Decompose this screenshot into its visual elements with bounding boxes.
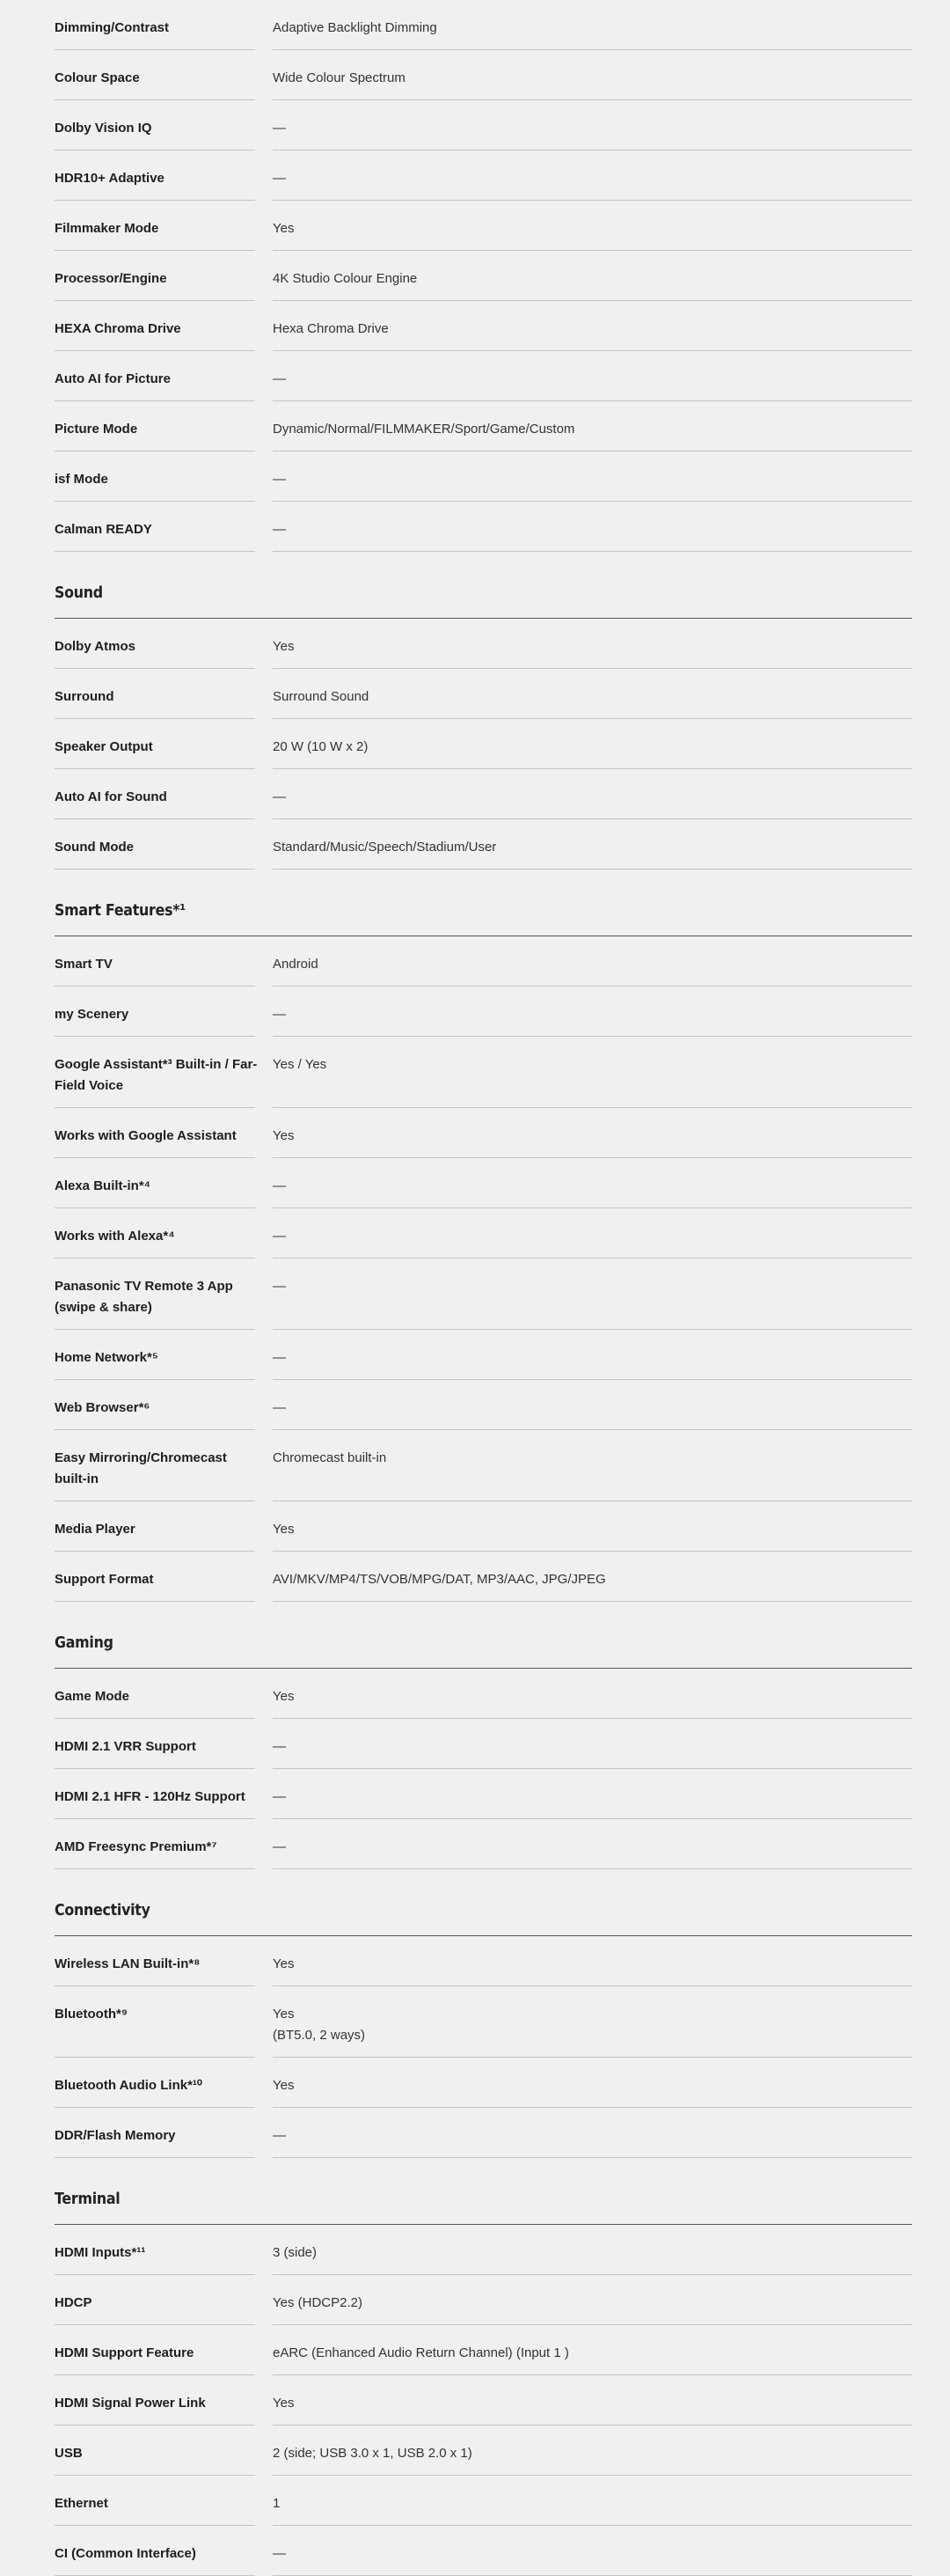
- spec-label: Speaker Output: [55, 739, 153, 754]
- spec-value-line: Yes (HDCP2.2): [273, 2295, 362, 2310]
- spec-value: [273, 936, 912, 987]
- spec-row: [55, 0, 912, 50]
- section-header-sound: [55, 552, 912, 619]
- spec-value: [273, 401, 912, 451]
- spec-value-line: Standard/Music/Speech/Stadium/User: [273, 840, 497, 855]
- spec-label: Google Assistant*³ Built-in / Far-Field Voice: [55, 1057, 258, 1093]
- spec-value: [273, 1037, 912, 1108]
- spec-value: [273, 1380, 912, 1430]
- section-header-connectivity: [55, 1869, 912, 1936]
- spec-value: [273, 1158, 912, 1208]
- spec-row: [55, 1380, 912, 1430]
- spec-label: HDR10+ Adaptive: [55, 171, 164, 186]
- spec-value: [273, 1936, 912, 1986]
- spec-value: [273, 2325, 912, 2375]
- spec-value-line: —: [273, 1279, 286, 1294]
- spec-value: [273, 2225, 912, 2275]
- spec-value: [273, 1986, 912, 2058]
- spec-value: [273, 502, 912, 552]
- spec-value-line: Dynamic/Normal/FILMMAKER/Sport/Game/Custom: [273, 422, 575, 437]
- spec-value: [273, 1719, 912, 1769]
- spec-value-line: Android: [273, 957, 318, 972]
- spec-row: [55, 2426, 912, 2476]
- spec-label: Easy Mirroring/Chromecast built-in: [55, 1450, 227, 1486]
- spec-value-line: —: [273, 371, 286, 386]
- spec-value: [273, 2476, 912, 2526]
- spec-label: Works with Google Assistant: [55, 1128, 237, 1143]
- spec-value: [273, 669, 912, 719]
- spec-row: [55, 1501, 912, 1552]
- spec-label: Web Browser*⁶: [55, 1400, 150, 1415]
- spec-value: [273, 987, 912, 1037]
- spec-value-line: —: [273, 1350, 286, 1365]
- spec-value-line: —: [273, 789, 286, 804]
- spec-value-line: Yes: [273, 2078, 295, 2093]
- spec-value: [273, 251, 912, 301]
- spec-value-line: 20 W (10 W x 2): [273, 739, 369, 754]
- spec-row: [55, 150, 912, 201]
- spec-value: [273, 2058, 912, 2108]
- section-title: Gaming: [55, 1633, 113, 1652]
- spec-value: [273, 2375, 912, 2426]
- spec-value: [273, 2526, 912, 2576]
- spec-value-line: Yes: [273, 2396, 295, 2411]
- spec-row: [55, 1037, 912, 1108]
- spec-value: [273, 1108, 912, 1158]
- spec-row: [55, 987, 912, 1037]
- spec-value: [273, 1769, 912, 1819]
- spec-label: Smart TV: [55, 957, 113, 972]
- spec-label: Filmmaker Mode: [55, 221, 159, 236]
- spec-value-line: eARC (Enhanced Audio Return Channel) (Input 1 ): [273, 2345, 569, 2360]
- spec-value: [273, 201, 912, 251]
- spec-value-line: 2 (side; USB 3.0 x 1, USB 2.0 x 1): [273, 2446, 472, 2461]
- spec-row: [55, 401, 912, 451]
- spec-value: [273, 1669, 912, 1719]
- spec-value: [273, 619, 912, 669]
- spec-label: AMD Freesync Premium*⁷: [55, 1839, 217, 1854]
- spec-label: CI (Common Interface): [55, 2546, 196, 2561]
- spec-row: [55, 502, 912, 552]
- spec-value: [273, 2108, 912, 2158]
- spec-row: [55, 2476, 912, 2526]
- spec-row: [55, 2325, 912, 2375]
- spec-value-line: 1: [273, 2496, 281, 2511]
- section-title: Connectivity: [55, 1901, 150, 1919]
- spec-label: USB: [55, 2446, 83, 2461]
- spec-value: [273, 50, 912, 100]
- spec-label: Ethernet: [55, 2496, 108, 2511]
- spec-value: [273, 1552, 912, 1602]
- spec-value: [273, 1819, 912, 1869]
- spec-label: HDMI Signal Power Link: [55, 2396, 206, 2411]
- spec-value-line: —: [273, 1739, 286, 1754]
- spec-value-line: Yes: [273, 1689, 295, 1704]
- spec-row: [55, 2526, 912, 2576]
- spec-value-line: Yes: [273, 2007, 295, 2022]
- spec-value: [273, 1501, 912, 1552]
- spec-row: [55, 619, 912, 669]
- spec-value-line: —: [273, 171, 286, 186]
- spec-value: [273, 351, 912, 401]
- spec-label: Auto AI for Picture: [55, 371, 171, 386]
- spec-row: [55, 50, 912, 100]
- spec-row: [55, 719, 912, 769]
- spec-label: Dolby Atmos: [55, 639, 135, 654]
- spec-label: Dimming/Contrast: [55, 20, 170, 35]
- spec-row: [55, 936, 912, 987]
- spec-row: [55, 1430, 912, 1501]
- spec-value: [273, 0, 912, 50]
- spec-label: Bluetooth*⁹: [55, 2007, 128, 2022]
- spec-value-line: Chromecast built-in: [273, 1450, 387, 1465]
- spec-row: [55, 1259, 912, 1330]
- spec-row: [55, 251, 912, 301]
- spec-value: [273, 819, 912, 870]
- spec-label: Auto AI for Sound: [55, 789, 167, 804]
- spec-row: [55, 1819, 912, 1869]
- spec-row: [55, 1208, 912, 1259]
- spec-label: HDMI Support Feature: [55, 2345, 194, 2360]
- section-title: Sound: [55, 583, 103, 602]
- spec-value-line: —: [273, 472, 286, 487]
- spec-value-line: Hexa Chroma Drive: [273, 321, 389, 336]
- spec-row: [55, 1158, 912, 1208]
- spec-value: [273, 719, 912, 769]
- section-header-gaming: [55, 1602, 912, 1669]
- spec-row: [55, 819, 912, 870]
- spec-label: isf Mode: [55, 472, 108, 487]
- spec-table: [55, 0, 912, 2576]
- spec-value-line: —: [273, 2546, 286, 2561]
- section-header-smart: [55, 870, 912, 936]
- spec-value: [273, 301, 912, 351]
- spec-label: Support Format: [55, 1572, 154, 1587]
- spec-value-line: Yes: [273, 1956, 295, 1971]
- spec-row: [55, 1936, 912, 1986]
- spec-row: [55, 669, 912, 719]
- spec-value: [273, 1259, 912, 1330]
- spec-value: [273, 100, 912, 150]
- spec-value-line: Yes: [273, 1128, 295, 1143]
- spec-row: [55, 2108, 912, 2158]
- spec-label: HDMI Inputs*¹¹: [55, 2245, 146, 2260]
- spec-row: [55, 769, 912, 819]
- spec-value-line: (BT5.0, 2 ways): [273, 2028, 366, 2043]
- spec-value-line: Yes: [273, 1522, 295, 1537]
- spec-label: Works with Alexa*⁴: [55, 1229, 175, 1244]
- spec-row: [55, 351, 912, 401]
- spec-label: Home Network*⁵: [55, 1350, 158, 1365]
- spec-label: HDCP: [55, 2295, 92, 2310]
- spec-row: [55, 301, 912, 351]
- spec-value-line: 3 (side): [273, 2245, 318, 2260]
- spec-value-line: —: [273, 2128, 286, 2143]
- spec-label: Media Player: [55, 1522, 135, 1537]
- spec-label: Sound Mode: [55, 840, 134, 855]
- spec-label: Processor/Engine: [55, 271, 167, 286]
- spec-value-line: Yes / Yes: [273, 1057, 327, 1072]
- spec-value-line: AVI/MKV/MP4/TS/VOB/MPG/DAT, MP3/AAC, JPG/JPEG: [273, 1572, 606, 1587]
- spec-value-line: 4K Studio Colour Engine: [273, 271, 418, 286]
- spec-label: Alexa Built-in*⁴: [55, 1178, 151, 1193]
- spec-value-line: Yes: [273, 221, 295, 236]
- spec-value-line: —: [273, 522, 286, 537]
- spec-row: [55, 1986, 912, 2058]
- spec-label: Colour Space: [55, 70, 140, 85]
- spec-value-line: —: [273, 121, 286, 136]
- section-title: Terminal: [55, 2190, 121, 2208]
- spec-row: [55, 1669, 912, 1719]
- spec-row: [55, 2375, 912, 2426]
- spec-value-line: Yes: [273, 639, 295, 654]
- spec-row: [55, 1330, 912, 1380]
- spec-value: [273, 1330, 912, 1380]
- spec-label: my Scenery: [55, 1007, 129, 1022]
- spec-row: [55, 1719, 912, 1769]
- spec-row: [55, 2225, 912, 2275]
- spec-label: DDR/Flash Memory: [55, 2128, 176, 2143]
- spec-value-line: —: [273, 1839, 286, 1854]
- spec-value: [273, 769, 912, 819]
- spec-value-line: Adaptive Backlight Dimming: [273, 20, 437, 35]
- spec-value-line: —: [273, 1400, 286, 1415]
- spec-value: [273, 451, 912, 502]
- spec-value-line: —: [273, 1007, 286, 1022]
- spec-row: [55, 2058, 912, 2108]
- spec-label: Calman READY: [55, 522, 152, 537]
- spec-row: [55, 451, 912, 502]
- spec-value: [273, 1430, 912, 1501]
- spec-row: [55, 1108, 912, 1158]
- spec-value-line: —: [273, 1789, 286, 1804]
- spec-value-line: Wide Colour Spectrum: [273, 70, 406, 85]
- spec-label: Game Mode: [55, 1689, 130, 1704]
- spec-label: HDMI 2.1 HFR - 120Hz Support: [55, 1789, 245, 1804]
- spec-value-line: —: [273, 1178, 286, 1193]
- spec-label: Picture Mode: [55, 422, 138, 437]
- spec-label: HEXA Chroma Drive: [55, 321, 181, 336]
- section-title: Smart Features*¹: [55, 901, 186, 920]
- spec-label: Surround: [55, 689, 114, 704]
- spec-row: [55, 2275, 912, 2325]
- spec-value: [273, 2426, 912, 2476]
- spec-row: [55, 100, 912, 150]
- spec-row: [55, 201, 912, 251]
- spec-row: [55, 1552, 912, 1602]
- spec-label: Dolby Vision IQ: [55, 121, 152, 136]
- spec-value: [273, 150, 912, 201]
- spec-label: Bluetooth Audio Link*¹⁰: [55, 2078, 202, 2093]
- spec-value-line: Surround Sound: [273, 689, 369, 704]
- spec-value: [273, 2275, 912, 2325]
- spec-value-line: —: [273, 1229, 286, 1244]
- spec-row: [55, 1769, 912, 1819]
- spec-label: Wireless LAN Built-in*⁸: [55, 1956, 201, 1971]
- section-header-terminal: [55, 2158, 912, 2225]
- spec-value: [273, 1208, 912, 1259]
- spec-label: Panasonic TV Remote 3 App (swipe & share): [55, 1279, 233, 1315]
- spec-label: HDMI 2.1 VRR Support: [55, 1739, 196, 1754]
